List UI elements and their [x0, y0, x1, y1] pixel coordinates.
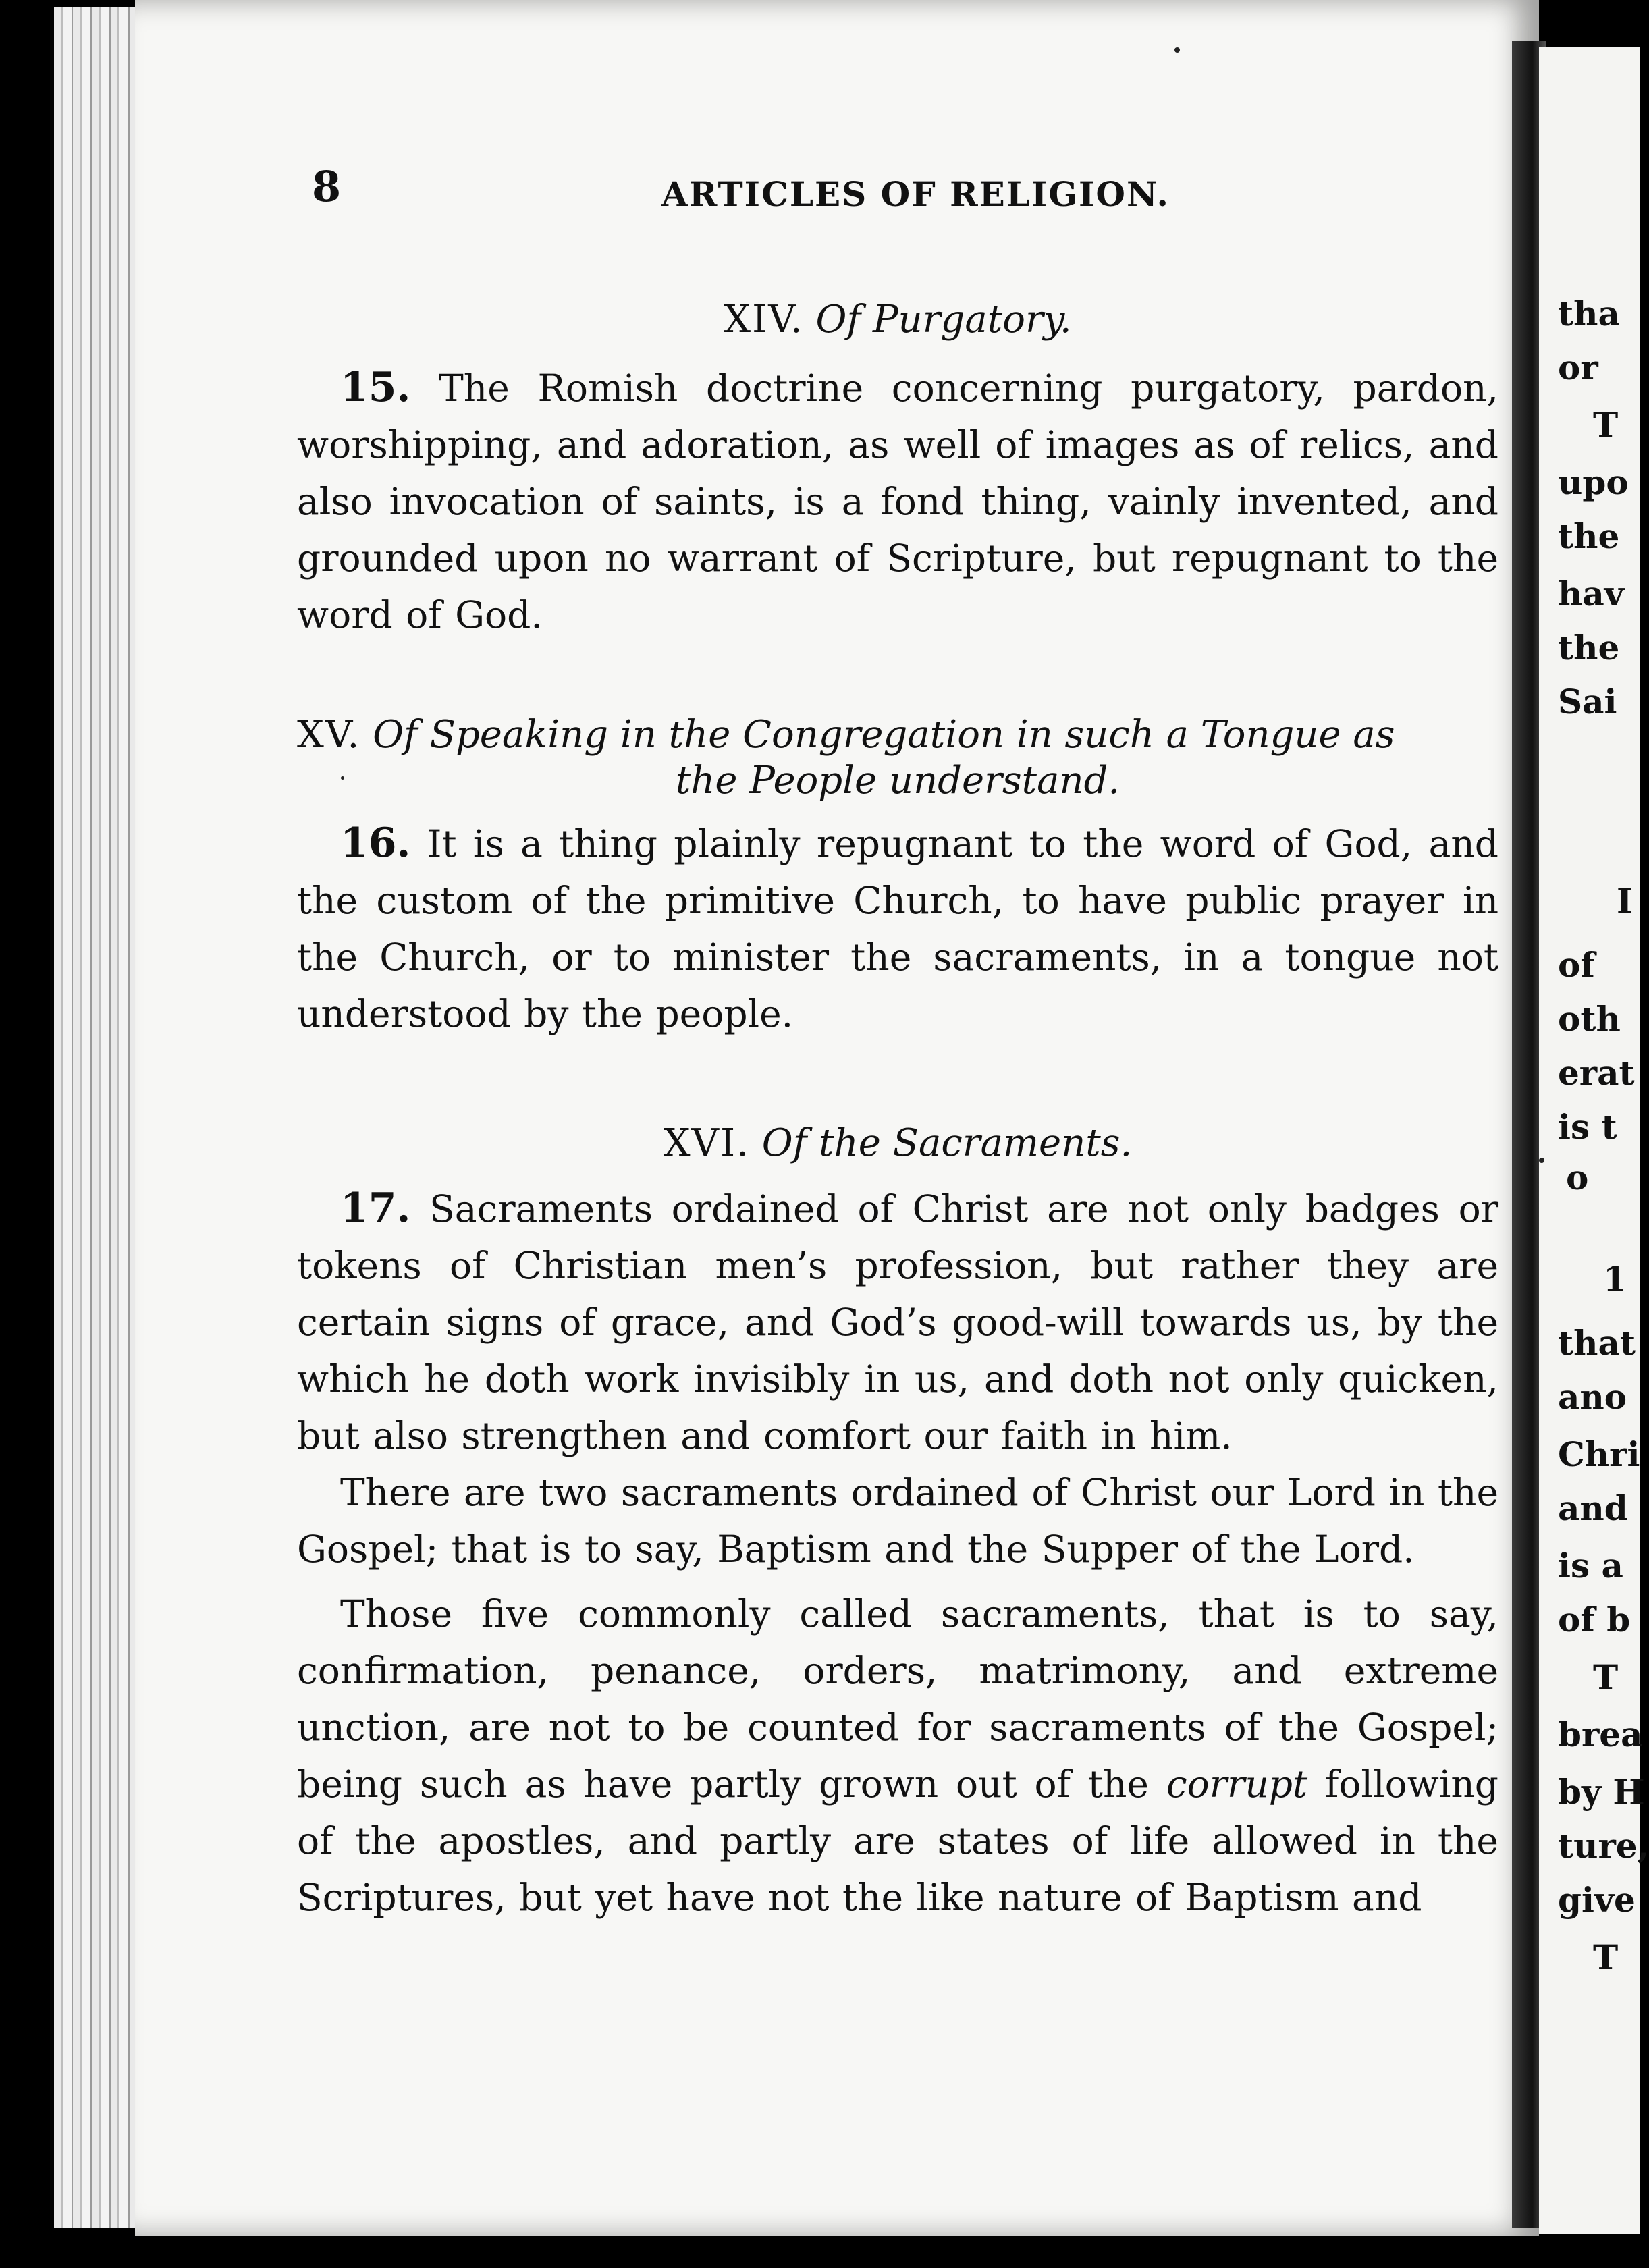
facing-page-fragment: hav	[1558, 574, 1624, 614]
section-heading	[297, 712, 1498, 758]
facing-page-fragment: the	[1558, 628, 1620, 668]
speck-mark	[341, 776, 344, 780]
article-paragraph	[297, 1586, 1498, 1926]
facing-page-fragment: ture,	[1558, 1826, 1649, 1866]
section-roman-numeral: XVI.	[663, 1121, 750, 1165]
article-text: It is a thing plainly repugnant to the word of God, and the custom of the primitive Church, to have public prayer in the Church, or to minister the sacraments, in a tongue not understood by the people.	[297, 822, 1499, 1035]
facing-page-fragment: T	[1593, 1657, 1619, 1697]
facing-page-fragment: Sai	[1558, 682, 1617, 722]
section-xiv	[297, 297, 1498, 643]
article-paragraph	[297, 1464, 1498, 1577]
facing-page-fragment: o	[1566, 1158, 1589, 1197]
facing-page-fragment: erat	[1558, 1053, 1635, 1093]
section-xvi	[297, 1120, 1498, 1926]
facing-page-fragment: 1	[1603, 1259, 1627, 1299]
facing-page-fragment: tha	[1558, 294, 1620, 333]
facing-page-fragment: T	[1593, 405, 1619, 445]
facing-page-fragment: brea	[1558, 1714, 1643, 1754]
facing-page-fragment: give	[1558, 1880, 1636, 1920]
article-paragraph	[297, 815, 1498, 1042]
article-number: 16.	[340, 819, 411, 867]
section-heading	[297, 1120, 1498, 1166]
running-head-title: ARTICLES OF RELIGION.	[661, 174, 1170, 214]
article-text: There are two sacraments ordained of Christ our Lord in the Gospel; that is to say, Baptism and the Supper of the Lord.	[297, 1471, 1499, 1571]
article-text-italic: corrupt	[1166, 1762, 1308, 1806]
article-text: Those five commonly called sacraments, that is to say, confirmation, penance, orders, matrimony, and extreme unction, are not to be counted for sacraments of the Gospel; being such as have partly grown out of the	[297, 1592, 1498, 1806]
page-number: 8	[312, 162, 342, 211]
section-xv	[297, 712, 1498, 1042]
facing-page-fragment: that	[1558, 1323, 1636, 1363]
article-text: The Romish doctrine concerning purgatory, pardon, worshipping, and adoration, as well of images as of relics, and also invocation of saints, is a fond thing, vainly invented, and grounded upon no warrant of Scripture, but repugnant to the word of God.	[297, 367, 1499, 637]
facing-page-fragment: is a	[1558, 1546, 1623, 1586]
facing-page-fragment: I	[1617, 881, 1633, 921]
section-roman-numeral: XIV.	[724, 298, 804, 342]
section-heading-continued	[297, 758, 1498, 804]
facing-page-fragment: upo	[1558, 462, 1629, 502]
article-number: 17.	[340, 1185, 411, 1232]
facing-page-fragment: ano	[1558, 1377, 1627, 1417]
facing-page-fragment: and	[1558, 1488, 1628, 1528]
article-paragraph	[297, 359, 1498, 643]
section-title-line-1: Of Speaking in the Congregation in such a Tongue as	[373, 713, 1395, 757]
facing-page-fragment: Chri	[1558, 1434, 1640, 1474]
facing-page-fragment: is t	[1558, 1107, 1617, 1147]
section-heading	[297, 297, 1498, 343]
section-title: Of the Sacraments.	[761, 1121, 1133, 1165]
facing-page-fragment: of	[1558, 945, 1595, 985]
facing-page-fragment: T	[1593, 1937, 1619, 1977]
article-text: Sacraments ordained of Christ are not only badges or tokens of Christian men’s profession, but rather they are certain signs of grace, and God’s good-will towards us, by the which he doth work invisibly in us, and doth not only quicken, but also strengthen and comfort our faith in him.	[297, 1187, 1498, 1457]
article-number: 15.	[340, 364, 411, 411]
article-paragraph	[297, 1180, 1498, 1464]
article-text: following of the apostles, and partly are states of life allowed in the Scriptures, but yet have not the like nature of Baptism and	[297, 1762, 1499, 1919]
section-title-line-2: the People understand.	[675, 759, 1120, 803]
speck-mark	[1539, 1158, 1544, 1163]
section-roman-numeral: XV.	[297, 713, 361, 757]
section-title: Of Purgatory.	[815, 298, 1072, 342]
facing-page-edge	[1539, 47, 1649, 2234]
facing-page-fragment: or	[1558, 348, 1598, 387]
facing-page-fragment: the	[1558, 516, 1620, 556]
facing-page-fragment: of b	[1558, 1600, 1631, 1640]
page-stack-edges	[54, 7, 148, 2228]
speck-mark	[1174, 47, 1180, 53]
facing-page-fragment: oth	[1558, 999, 1621, 1039]
facing-page-fragment: by H	[1558, 1772, 1645, 1812]
